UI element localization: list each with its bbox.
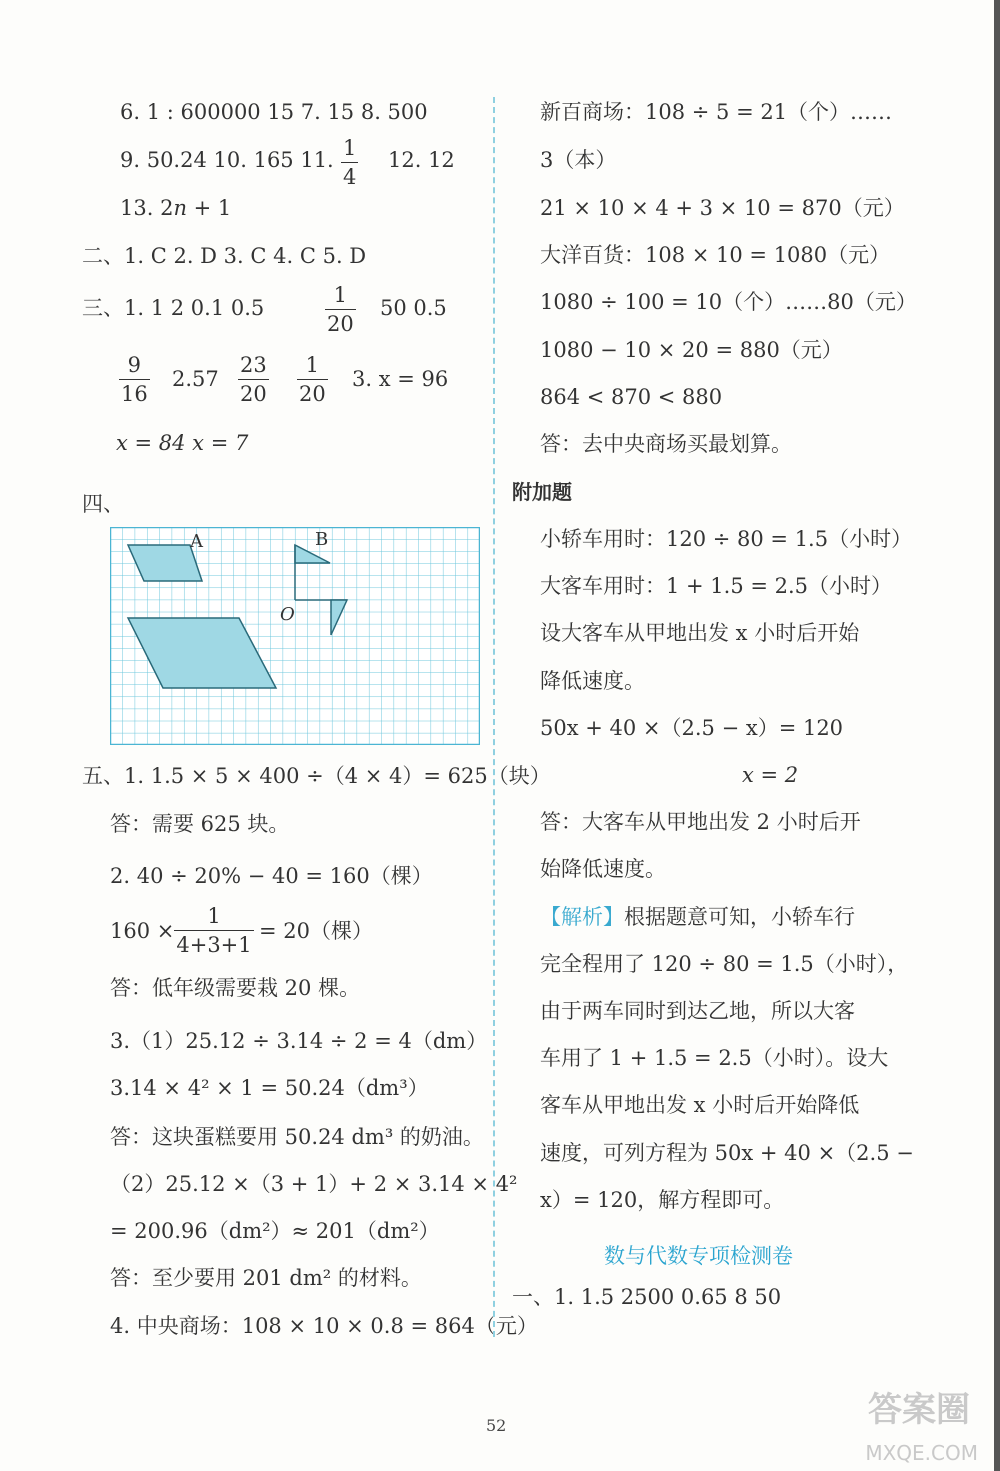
section-5-line-3: 2. 40 ÷ 20% − 40 = 160（棵）: [110, 864, 433, 888]
section-4-label: 四、: [82, 492, 124, 516]
section-5-line-12: 4. 中央商场：108 × 10 × 0.8 = 864（元）: [110, 1314, 538, 1338]
fraction-1-over-8: $\frac{1}{4+3+1}$: [174, 906, 254, 956]
grid-label-o: O: [280, 604, 295, 625]
fraction-9-16: $\frac{9}{16}$: [121, 353, 148, 406]
section-5-line-4a: 160 ×: [110, 919, 175, 943]
grid-label-a: A: [190, 531, 203, 552]
right-line-12: 降低速度。: [540, 669, 645, 693]
right-line-5: 1080 ÷ 100 = 10（个）……80（元）: [540, 290, 917, 314]
section-5-line-11: 答：至少要用 201 dm² 的材料。: [110, 1266, 422, 1290]
page-edge: [994, 0, 1000, 1471]
right-line-18: 完全程用了 120 ÷ 80 = 1.5（小时），: [540, 952, 909, 976]
right-line-15: 答：大客车从甲地出发 2 小时后开: [540, 810, 861, 834]
section-title: 数与代数专项检测卷: [604, 1244, 793, 1268]
right-line-11: 设大客车从甲地出发 x 小时后开始: [540, 621, 860, 645]
fraction-one-quarter: $\frac{1}{4}$: [343, 136, 357, 189]
watermark-logo: 答案圈: [868, 1390, 970, 1430]
right-line-21: 客车从甲地出发 x 小时后开始降低: [540, 1093, 860, 1117]
section-5-line-9: （2）25.12 ×（3 + 1）+ 2 × 3.14 × 4²: [110, 1172, 518, 1196]
right-line-16: 始降低速度。: [540, 857, 666, 881]
section-5-line-8: 答：这块蛋糕要用 50.24 dm³ 的奶油。: [110, 1125, 484, 1149]
section-5-line-2: 答：需要 625 块。: [110, 812, 290, 836]
section-3-line-1: 三、1. 1 2 0.1 0.5: [82, 296, 265, 320]
fraction-1-20: $\frac{1}{20}$: [327, 283, 354, 336]
right-line-1: 新百商场：108 ÷ 5 = 21（个）……: [540, 100, 893, 124]
right-line-14: x = 2: [742, 763, 799, 787]
right-line-17: 【解析】根据题意可知，小轿车行: [540, 905, 855, 929]
answer-line-3: 13. 2n + 1: [120, 196, 232, 220]
equation-x-96: 3. x = 96: [352, 367, 449, 391]
answer-line-2: 9. 50.24 10. 165 11.: [120, 148, 334, 172]
right-line-10: 大客车用时：1 + 1.5 = 2.5（小时）: [540, 574, 893, 598]
section-5-line-6: 3.（1）25.12 ÷ 3.14 ÷ 2 = 4（dm）: [110, 1029, 488, 1053]
right-line-24: 一、1. 1.5 2500 0.65 8 50: [512, 1285, 782, 1309]
right-line-9: 小轿车用时：120 ÷ 80 = 1.5（小时）: [540, 527, 913, 551]
section-5-line-1: 五、1. 1.5 × 5 × 400 ÷（4 × 4）= 625（块）: [82, 764, 551, 788]
section-3-line-1b: 50 0.5: [380, 296, 447, 320]
right-line-13: 50x + 40 ×（2.5 − x）= 120: [540, 716, 844, 740]
section-5-line-5: 答：低年级需要栽 20 棵。: [110, 976, 361, 1000]
right-line-4: 大洋百货：108 × 10 = 1080（元）: [540, 243, 891, 267]
fraction-1-20-b: $\frac{1}{20}$: [299, 353, 326, 406]
section-2-answers: 二、1. C 2. D 3. C 4. C 5. D: [82, 244, 367, 268]
right-line-2: 3（本）: [540, 148, 617, 172]
right-line-22: 速度，可列方程为 50x + 40 ×（2.5 −: [540, 1141, 914, 1165]
answer-line-1: 6. 1 : 600000 15 7. 15 8. 500: [120, 100, 428, 124]
extra-question-title: 附加题: [512, 480, 572, 504]
value-2-57: 2.57: [172, 367, 219, 391]
analysis-label: 【解析】: [540, 905, 624, 929]
fraction-23-20: $\frac{23}{20}$: [240, 353, 267, 406]
section-5-line-10: = 200.96（dm²）≈ 201（dm²）: [110, 1219, 440, 1243]
right-line-3: 21 × 10 × 4 + 3 × 10 = 870（元）: [540, 196, 905, 220]
column-divider: [493, 97, 495, 1337]
section-5-line-7: 3.14 × 4² × 1 = 50.24（dm³）: [110, 1076, 429, 1100]
grid-figure: [110, 527, 480, 745]
right-line-6: 1080 − 10 × 20 = 880（元）: [540, 338, 843, 362]
section-3-line-3: x = 84 x = 7: [116, 431, 249, 455]
grid-label-b: B: [315, 529, 329, 550]
answer-line-2b: 12. 12: [388, 148, 455, 172]
right-line-23: x）= 120，解方程即可。: [540, 1188, 785, 1212]
right-line-7: 864 < 870 < 880: [540, 385, 723, 409]
right-line-19: 由于两车同时到达乙地，所以大客: [540, 999, 855, 1023]
page-number: 52: [486, 1416, 507, 1435]
right-line-20: 车用了 1 + 1.5 = 2.5（小时）。设大: [540, 1046, 889, 1070]
section-5-line-4b: = 20（棵）: [259, 919, 373, 943]
right-line-8: 答：去中央商场买最划算。: [540, 432, 792, 456]
watermark-url: MXQE.COM: [865, 1441, 978, 1465]
